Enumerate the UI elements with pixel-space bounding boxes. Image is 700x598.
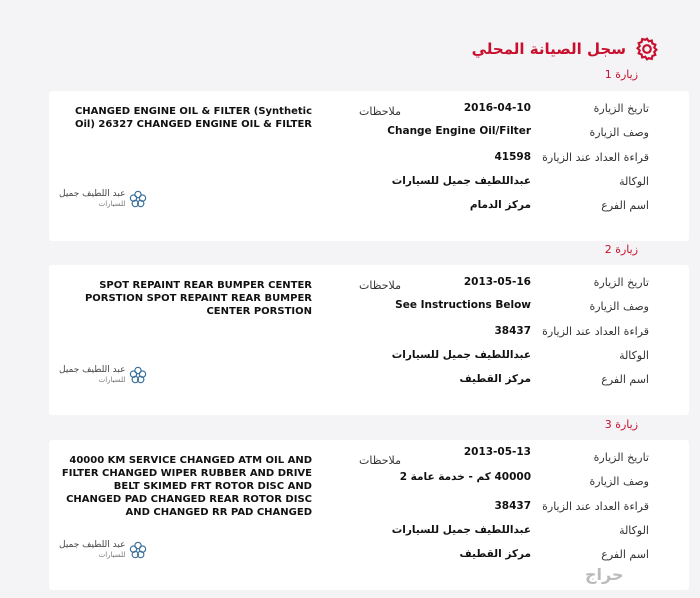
branch-label: اسم الفرع <box>601 373 649 386</box>
page-title: سجل الصيانة المحلي <box>471 40 626 58</box>
description-label: وصف الزيارة <box>589 475 649 488</box>
date-value: 2013-05-13 <box>463 446 531 458</box>
dealer-value: عبداللطيف جميل للسيارات <box>391 524 531 536</box>
dealer-logo <box>59 189 147 209</box>
odometer-label: قراءة العداد عند الزيارة <box>542 325 649 338</box>
description-value: Change Engine Oil/Filter <box>387 125 531 137</box>
description-value: See Instructions Below <box>395 299 531 311</box>
odometer-value: 38437 <box>494 500 531 512</box>
notes-label: ملاحظات <box>359 279 401 292</box>
odometer-label: قراءة العداد عند الزيارة <box>542 500 649 513</box>
date-label: تاريخ الزيارة <box>593 276 649 289</box>
logo-subtext: للسيارات <box>98 200 126 208</box>
dealer-value: عبداللطيف جميل للسيارات <box>391 349 531 361</box>
date-label: تاريخ الزيارة <box>593 102 649 115</box>
description-label: وصف الزيارة <box>589 300 649 313</box>
notes-value: SPOT REPAINT REAR BUMPER CENTER PORSTION SPOT REPAINT REAR BUMPER CENTER PORSTION <box>84 280 312 317</box>
dealer-value: عبداللطيف جميل للسيارات <box>391 175 531 187</box>
odometer-value: 41598 <box>494 151 531 163</box>
logo-subtext: للسيارات <box>98 551 126 559</box>
dealer-logo <box>59 540 147 560</box>
logo-text: عبد اللطيف جميل <box>59 189 126 199</box>
notes-label: ملاحظات <box>359 105 401 118</box>
visit-label: زيارة 1 <box>604 68 638 81</box>
dealer-label: الوكالة <box>619 524 649 537</box>
branch-value: مركز القطيف <box>459 373 531 385</box>
dealer-label: الوكالة <box>619 349 649 362</box>
flower-logo-icon <box>129 190 147 208</box>
date-value: 2016-04-10 <box>463 102 531 114</box>
description-label: وصف الزيارة <box>589 126 649 139</box>
branch-value: مركز القطيف <box>459 548 531 560</box>
logo-text: عبد اللطيف جميل <box>59 365 126 375</box>
logo-subtext: للسيارات <box>98 376 126 384</box>
visit-card <box>49 91 689 241</box>
notes-label: ملاحظات <box>359 454 401 467</box>
dealer-logo <box>59 365 147 385</box>
visit-label: زيارة 3 <box>604 418 638 431</box>
description-value: 40000 كم - خدمة عامة 2 <box>399 471 531 483</box>
branch-label: اسم الفرع <box>601 199 649 212</box>
logo-text: عبد اللطيف جميل <box>59 540 126 550</box>
date-label: تاريخ الزيارة <box>593 451 649 464</box>
notes-value: CHANGED ENGINE OIL & FILTER (Synthetic Oil) 26327 CHANGED ENGINE OIL & FILTER <box>74 106 312 130</box>
dealer-label: الوكالة <box>619 175 649 188</box>
branch-label: اسم الفرع <box>601 548 649 561</box>
notes-value: 40000 KM SERVICE CHANGED ATM OIL AND FILTER CHANGED WIPER RUBBER AND DRIVE BELT SKIMED FRT ROTOR DISC AND CHANGED PAD CHANGED REAR ROTOR DISC AND CHANGED RR PAD CHANGED <box>61 455 312 518</box>
date-value: 2013-05-16 <box>463 276 531 288</box>
flower-logo-icon <box>129 541 147 559</box>
section-header <box>472 36 660 62</box>
visit-label: زيارة 2 <box>604 243 638 256</box>
odometer-value: 38437 <box>494 325 531 337</box>
gear-icon <box>634 36 660 62</box>
visit-card <box>49 265 689 415</box>
odometer-label: قراءة العداد عند الزيارة <box>542 151 649 164</box>
branch-value: مركز الدمام <box>469 199 531 211</box>
watermark: حراج <box>585 565 624 584</box>
flower-logo-icon <box>129 366 147 384</box>
